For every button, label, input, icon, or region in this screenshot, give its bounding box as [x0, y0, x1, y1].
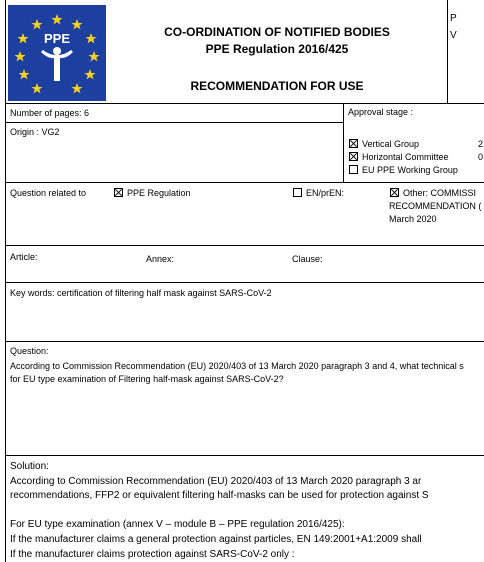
origin: Origin : VG2 — [10, 127, 60, 137]
option-label: Other: COMMISSI — [403, 188, 477, 198]
approval-label: Vertical Group — [362, 139, 420, 149]
solution-line4: If the manufacturer claims a general protection against particles, EN 149:2001+A1:2009 shall — [10, 534, 422, 545]
header-line3: RECOMMENDATION FOR USE — [190, 79, 364, 93]
approval-horizontal-value: 0 — [478, 152, 484, 162]
question-related-rule — [5, 245, 484, 246]
approval-vertical-group[interactable] — [349, 139, 419, 149]
logo-text: PPE — [43, 31, 71, 46]
checkbox-checked[interactable] — [349, 139, 358, 148]
header-right-top1: P — [450, 13, 457, 24]
option-en-pren[interactable] — [293, 188, 344, 198]
keywords-rule — [5, 341, 484, 342]
option-other-line3: March 2020 — [389, 214, 437, 224]
question-line2: for EU type examination of Filtering half-mask against SARS-CoV-2? — [10, 374, 284, 384]
header-divider-right — [447, 0, 448, 103]
checkbox-checked[interactable] — [114, 188, 123, 197]
number-of-pages: Number of pages: 6 — [10, 108, 90, 118]
clause-label: Clause: — [292, 254, 323, 264]
solution-line3: For EU type examination (annex V – module B – PPE regulation 2016/425): — [10, 519, 345, 530]
keywords: Key words: certification of filtering half mask against SARS-CoV-2 — [10, 288, 272, 298]
meta-bottom-rule — [5, 182, 484, 183]
question-label: Question: — [10, 346, 49, 356]
option-other[interactable] — [390, 188, 476, 198]
approval-label: EU PPE Working Group — [362, 165, 458, 175]
solution-line2: recommendations, FFP2 or equivalent filtering half-masks can be used for protection against S — [10, 490, 429, 501]
annex-label: Annex: — [146, 254, 175, 264]
header-line2: PPE Regulation 2016/425 — [205, 42, 349, 56]
header-bottom-rule — [5, 103, 484, 104]
approval-stage-label: Approval stage : — [348, 107, 414, 117]
checkbox-unchecked[interactable] — [293, 188, 302, 197]
header-divider-left — [5, 0, 6, 562]
solution-line5: If the manufacturer claims protection against SARS-CoV-2 only : — [10, 549, 295, 560]
solution-line1: According to Commission Recommendation (EU) 2020/403 of 13 March 2020 paragraph 3 ar — [10, 476, 422, 487]
checkbox-unchecked[interactable] — [349, 165, 358, 174]
approval-vertical-value: 2 — [478, 139, 484, 149]
refs-rule — [5, 282, 484, 283]
article-label: Article: — [10, 252, 38, 262]
checkbox-checked[interactable] — [349, 152, 358, 161]
ppe-logo — [8, 5, 106, 101]
solution-label: Solution: — [10, 461, 49, 472]
question-related-label: Question related to — [10, 188, 87, 198]
option-label: PPE Regulation — [127, 188, 191, 198]
pages-rule — [5, 122, 343, 123]
header-right-top2: V — [450, 30, 457, 41]
approval-eu-ppe-working-group[interactable] — [349, 165, 458, 175]
meta-divider — [343, 103, 344, 182]
question-line1: According to Commission Recommendation (EU) 2020/403 of 13 March 2020 paragraph 3 and 4, what technical s — [10, 361, 464, 371]
approval-horizontal-committee[interactable] — [349, 152, 449, 162]
approval-label: Horizontal Committee — [362, 152, 449, 162]
option-label: EN/prEN: — [306, 188, 345, 198]
option-other-line2: RECOMMENDATION ( — [389, 201, 482, 211]
ppe-logo-graphic — [8, 5, 106, 101]
header-line1: CO-ORDINATION OF NOTIFIED BODIES — [164, 25, 390, 39]
option-ppe-regulation[interactable] — [114, 188, 191, 198]
checkbox-checked[interactable] — [390, 188, 399, 197]
question-rule — [5, 455, 484, 456]
